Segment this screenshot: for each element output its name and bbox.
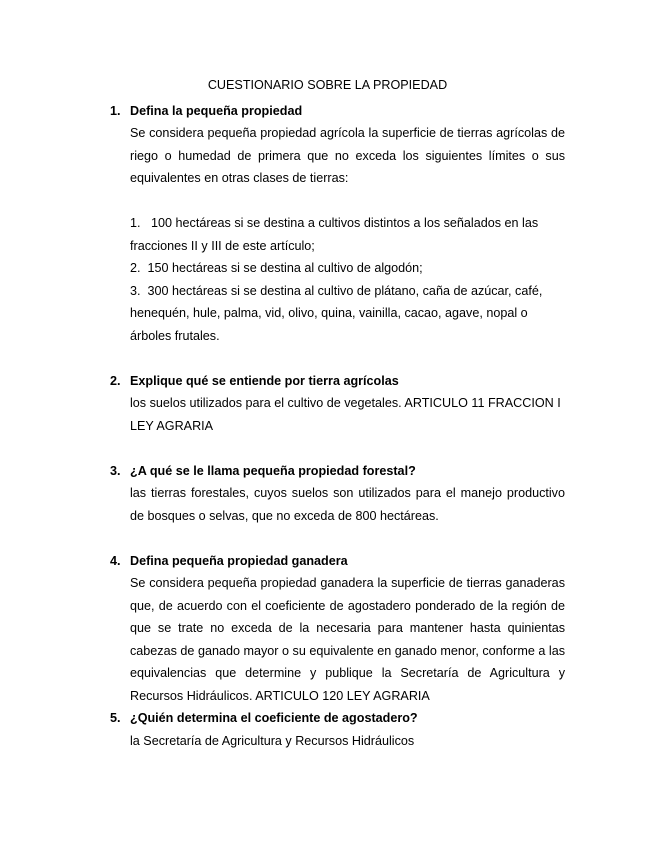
question-title: Explique qué se entiende por tierra agrícolas (130, 373, 399, 388)
spacer (0, 527, 655, 550)
question-number: 1. (110, 103, 121, 118)
list-item: 3. 300 hectáreas si se destina al cultivo de plátano, caña de azúcar, café, henequén, hule, palma, vid, olivo, quina, vainilla, cacao, agave, nopal o árboles frutales. (130, 283, 546, 343)
spacer (0, 347, 655, 370)
spacer (130, 190, 565, 213)
question-1 (0, 100, 655, 348)
page-title: CUESTIONARIO SOBRE LA PROPIEDAD (207, 78, 448, 92)
question-title: Defina la pequeña propiedad (130, 103, 303, 118)
answer-text: los suelos utilizados para el cultivo de vegetales. ARTICULO 11 FRACCION I LEY AGRARIA (130, 396, 561, 433)
spacer (0, 437, 655, 460)
question-4 (0, 550, 655, 708)
answer-text: Se considera pequeña propiedad ganadera la superficie de tierras ganaderas que, de acuerdo con el coeficiente de agostadero ponderado de la región de que se trate no exceda de la necesaria para mantener hasta quinientas cabezas de ganado mayor o su equivalente en ganado menor, conforme a las equivalencias que determine y publique la Secretaría de Agricultura y Recursos Hidráulicos. ARTICULO 120 LEY AGRARIA (130, 576, 565, 703)
answer-text: las tierras forestales, cuyos suelos son utilizados para el manejo productivo de bosques o selvas, que no exceda de 800 hectáreas. (130, 486, 565, 523)
question-number: 4. (110, 553, 121, 568)
question-3 (0, 460, 655, 528)
list-item: 2. 150 hectáreas si se destina al cultivo de algodón; (130, 261, 423, 275)
question-title: ¿A qué se le llama pequeña propiedad forestal? (130, 463, 416, 478)
answer-text: la Secretaría de Agricultura y Recursos Hidráulicos (130, 733, 415, 748)
answer-text: Se considera pequeña propiedad agrícola la superficie de tierras agrícolas de riego o humedad de primera que no exceda los siguientes límites o sus equivalentes en otras clases de tierras: (130, 126, 565, 185)
question-number: 5. (110, 711, 121, 725)
question-title: ¿Quién determina el coeficiente de agostadero? (130, 711, 418, 725)
question-number: 2. (110, 373, 121, 388)
question-2 (0, 370, 655, 438)
question-5 (0, 707, 655, 752)
question-title: Defina pequeña propiedad ganadera (130, 553, 348, 568)
question-number: 3. (110, 463, 121, 478)
list-item: 1. 100 hectáreas si se destina a cultivos distintos a los señalados en las fracciones II y III de este artículo; (130, 216, 542, 253)
